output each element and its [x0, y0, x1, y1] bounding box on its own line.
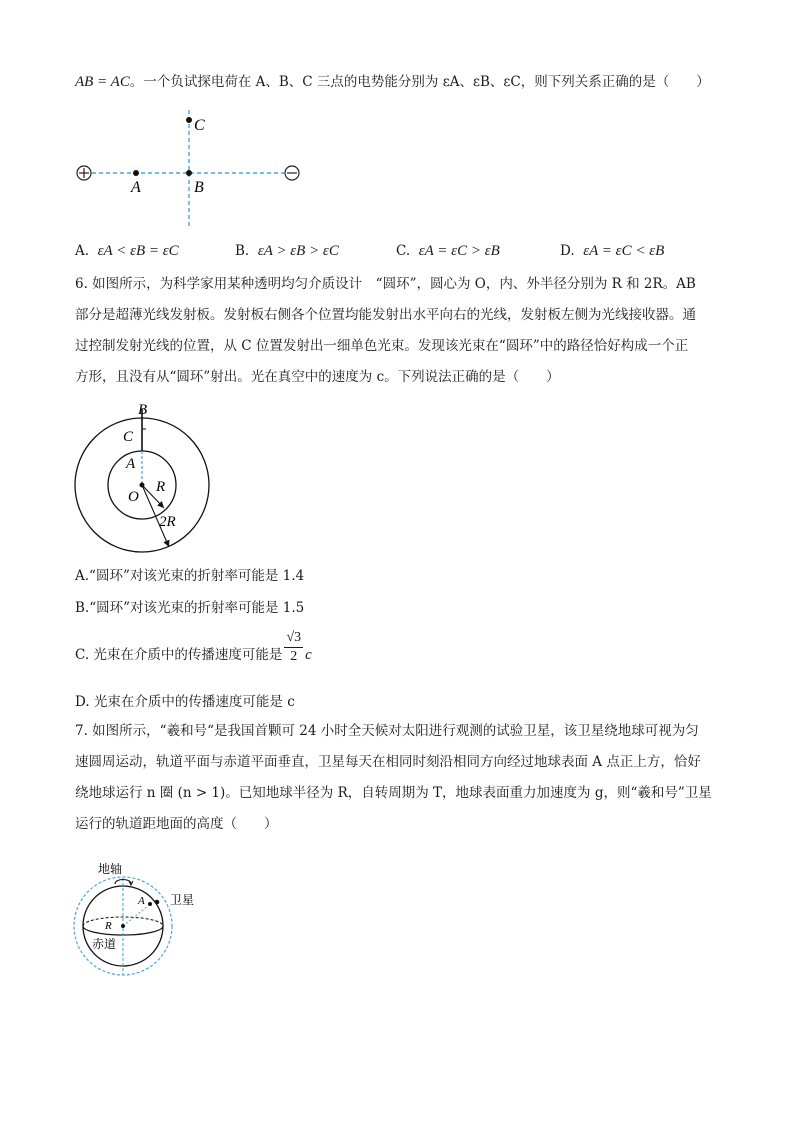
q5-label-a: A [131, 179, 141, 196]
q5-point-a [133, 170, 139, 176]
q6-stem-line-1: 6. 如图所示，为科学家用某种透明均匀介质设计 “圆环”，圆心为 O，内、外半径分别为 R 和 2R。AB [75, 276, 696, 292]
q7-stem-line-4: 运行的轨道距地面的高度（ ） [75, 816, 278, 832]
q6-stem [75, 269, 725, 393]
q7-stem-line-2: 速圆周运动，轨道平面与赤道平面垂直，卫星每天在相同时刻沿相同方向经过地球表面 A 点正上方，恰好 [75, 754, 701, 770]
q7-stem-line-3: 绕地球运行 n 圈 (n > 1)。已知地球半径为 R，自转周期为 T，地球表面重力加速度为 g，则“羲和号”卫星 [75, 785, 712, 801]
q6-label-r: R [156, 479, 166, 495]
q5-option-c: C. εA = εC > εB [396, 243, 500, 259]
q7-point-a [148, 902, 152, 906]
q6-option-c: C. 光束在介质中的传播速度可能是 $\frac{√3}{2}$ c [75, 629, 312, 664]
q6-label-b: B [138, 402, 148, 418]
q6-stem-line-4: 方形，且没有从“圆环”射出。光在真空中的速度为 c。下列说法正确的是（ ） [75, 369, 560, 385]
positive-charge-icon [77, 166, 91, 180]
q5-diagram [70, 108, 310, 228]
q5-stem [75, 72, 710, 92]
q5-option-b: B. εA > εB > εC [235, 243, 339, 259]
q6-ring-diagram [70, 396, 220, 556]
q7-label-axis: 地轴 [98, 862, 123, 876]
q7-satellite-point [155, 900, 160, 905]
q6-stem-line-2: 部分是超薄光线发射板。发射板右侧各个位置均能发射出水平向右的光线，发射板左侧为光线接收器。通 [75, 307, 696, 323]
q7-stem-line-1: 7. 如图所示，“羲和号“是我国首颗可 24 小时全天候对太阳进行观测的试验卫星，该卫星绕地球可视为匀 [75, 723, 699, 739]
q6-option-d: D. 光束在介质中的传播速度可能是 c [75, 694, 295, 710]
q5-point-b [186, 170, 192, 176]
q7-label-satellite: 卫星 [170, 893, 195, 907]
q7-label-equator: 赤道 [92, 937, 117, 951]
q6-option-a: A.“圆环”对该光束的折射率可能是 1.4 [75, 568, 305, 584]
q7-label-r: R [105, 920, 112, 932]
q5-option-d: D. εA = εC < εB [560, 243, 665, 259]
q7-center-point [121, 924, 125, 928]
negative-charge-icon [285, 166, 299, 180]
q7-label-a: A [138, 895, 145, 907]
q5-label-b: B [194, 179, 204, 196]
q5-stem-tail: 。一个负试探电荷在 A、B、C 三点的电势能分别为 εA、εB、εC，则下列关系正确的是（ ） [129, 74, 710, 90]
q7-radius-line [123, 906, 148, 926]
q6-option-b: B.“圆环”对该光束的折射率可能是 1.5 [75, 600, 305, 616]
q6-option-c-fraction: $\frac{√3}{2}$ [286, 629, 302, 664]
q5-option-a: A. εA < εB = εC [75, 243, 179, 259]
q7-stem [75, 716, 725, 840]
q5-point-c [186, 117, 192, 123]
q6-label-o: O [128, 489, 139, 505]
q6-label-2r: 2R [159, 514, 176, 530]
q5-ab-eq-ac: AB = AC [75, 74, 130, 90]
q7-earth-orbit-diagram [70, 856, 210, 988]
q6-label-c: C [123, 429, 134, 445]
q6-label-a: A [126, 456, 136, 472]
q5-label-c: C [194, 117, 205, 134]
q6-stem-line-3: 过控制发射光线的位置，从 C 位置发射出一细单色光束。发现该光束在“圆环”中的路径恰好构成一个正 [75, 338, 689, 354]
